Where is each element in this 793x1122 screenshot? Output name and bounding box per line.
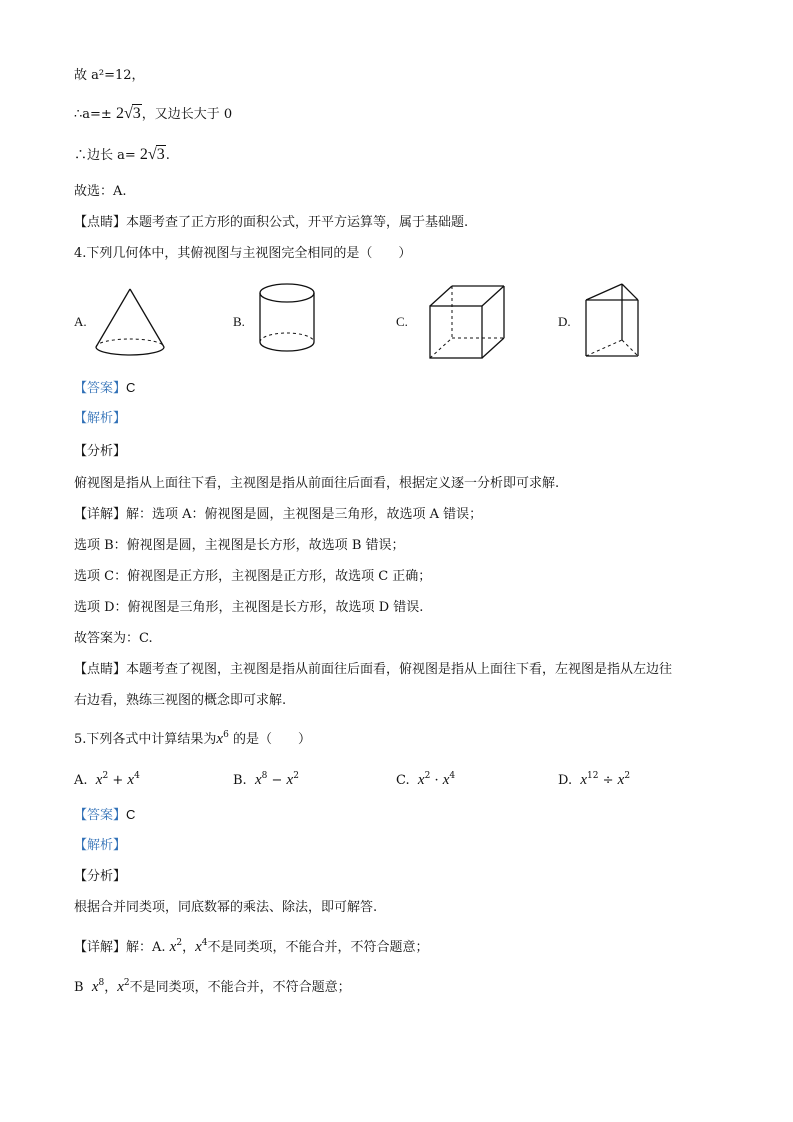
cone-figure [92, 285, 172, 365]
math-var: x [95, 772, 103, 788]
math-op: + [112, 773, 124, 788]
coefficient: 2 [115, 105, 124, 122]
option-c-label: C. [396, 314, 408, 329]
math-op: − [271, 773, 283, 788]
prism-top-left [586, 284, 622, 300]
cube-top-edge-2 [482, 286, 504, 306]
option-b-label: B. [233, 314, 245, 329]
note-line: 右边看，熟练三视图的概念即可求解. [74, 693, 287, 708]
option-label: C. [396, 773, 410, 788]
math-exp: 2 [424, 771, 431, 781]
line-text: ∴边长 a= [74, 148, 140, 163]
analysis-tag: 【解析】 [74, 838, 127, 853]
option-a-label: A. [74, 314, 87, 329]
math-exp: 8 [261, 771, 268, 781]
detail-text: 不是同类项，不能合并，不符合题意； [207, 940, 429, 955]
line-text: 故 a²=12， [74, 68, 145, 83]
cylinder-top [260, 284, 314, 302]
detail-sep: ， [104, 980, 118, 995]
cube-hidden-edge-3 [430, 338, 452, 358]
math-var: x [127, 772, 135, 788]
detail-line: 【详解】解：选项 A：俯视图是圆，主视图是三角形，故选项 A 错误； [74, 507, 483, 522]
fenxi-heading: 【分析】 [74, 869, 127, 884]
detail-line: 选项 C：俯视图是正方形，主视图是正方形，故选项 C 正确； [74, 569, 432, 584]
detail-sep: ， [182, 940, 196, 955]
math-var: x [442, 772, 450, 788]
prism-bottom-right-hidden [622, 340, 638, 356]
math-var: x [580, 772, 588, 788]
radicand: 3 [132, 105, 141, 122]
text-line: 【点睛】本题考查了正方形的面积公式，开平方运算等，属于基础题. [74, 215, 469, 230]
math-exp: 2 [176, 938, 183, 948]
sqrt-sign: √ [123, 105, 133, 122]
math-var: x [91, 979, 99, 995]
detail-line: 选项 D：俯视图是三角形，主视图是长方形，故选项 D 错误. [74, 600, 424, 615]
option-d [558, 771, 630, 790]
text-line [74, 67, 145, 85]
cylinder-base-back [260, 333, 314, 342]
stem-text: 的是（ ） [228, 732, 311, 747]
answer-line [74, 806, 135, 825]
fenxi-text: 俯视图是指从上面往下看，主视图是指从前面往后面看，根据定义逐一分析即可求解. [74, 476, 560, 491]
detail-line [74, 938, 429, 957]
detail-text: B [74, 980, 88, 995]
prism-bottom-left-hidden [586, 340, 622, 356]
cube-top-edge-1 [430, 286, 452, 306]
detail-text: 不是同类项，不能合并，不符合题意； [129, 980, 351, 995]
math-var: x [417, 772, 425, 788]
cylinder-figure [258, 282, 328, 362]
math-exp: 2 [293, 771, 299, 781]
math-exp: 4 [201, 938, 208, 948]
detail-line [74, 978, 351, 997]
option-label: D. [558, 773, 573, 788]
cone-right-edge [130, 289, 164, 347]
fenxi-text: 根据合并同类项，同底数幂的乘法、除法，即可解答. [74, 900, 378, 915]
prism-top-right [622, 284, 638, 300]
detail-line: 选项 B：俯视图是圆，主视图是长方形，故选项 B 错误； [74, 538, 405, 553]
answer-tag: 【答案】 [74, 808, 127, 823]
math-exp: 12 [587, 771, 599, 781]
math-exp: 4 [449, 771, 456, 781]
math-exp: 2 [624, 771, 631, 781]
analysis-tag: 【解析】 [74, 411, 127, 426]
cone-left-edge [96, 289, 130, 347]
math-exp: 2 [102, 771, 109, 781]
detail-text: 【详解】解：A. [74, 940, 170, 955]
answer-value: C [126, 380, 136, 395]
option-label: A. [74, 773, 88, 788]
math-var: x [286, 772, 294, 788]
fenxi-heading: 【分析】 [74, 444, 127, 459]
option-c [396, 771, 455, 790]
coefficient: 2 [139, 146, 148, 163]
option-label: B. [233, 773, 247, 788]
math-exp: 8 [98, 978, 105, 988]
cube-front-face [430, 306, 482, 358]
question-5-stem [74, 730, 311, 749]
sqrt-sign: √ [147, 146, 157, 163]
option-a [74, 771, 140, 790]
cone-base-back [96, 339, 164, 347]
math-var: x [216, 731, 224, 747]
line-text: ∴a=± [74, 107, 116, 122]
text-line [74, 104, 232, 124]
answer-value: C [126, 807, 136, 822]
option-d-label: D. [558, 314, 571, 329]
math-exp: 2 [123, 978, 130, 988]
answer-line [74, 379, 135, 398]
math-var: x [617, 772, 625, 788]
math-op: ÷ [602, 773, 614, 788]
math-exp: 4 [134, 771, 140, 781]
math-var: x [169, 939, 177, 955]
answer-tag: 【答案】 [74, 381, 127, 396]
cube-figure [428, 284, 518, 364]
radicand: 3 [156, 146, 165, 163]
line-text: . [165, 148, 170, 163]
math-var: x [254, 772, 262, 788]
math-op: · [434, 773, 439, 788]
conclusion-line: 故答案为：C. [74, 631, 153, 646]
stem-text: 5.下列各式中计算结果为 [74, 732, 217, 747]
math-exp: 6 [223, 730, 229, 740]
cube-bottom-right-edge [482, 338, 504, 358]
option-b [233, 771, 299, 790]
text-line [74, 145, 170, 165]
math-var: x [117, 979, 124, 995]
math-var: x [195, 939, 202, 955]
line-text: ，又边长大于 0 [141, 107, 233, 122]
prism-figure [582, 282, 652, 372]
text-line: 故选：A. [74, 184, 127, 199]
cylinder-base-front [260, 342, 314, 351]
cone-base-front [96, 347, 164, 355]
note-line: 【点睛】本题考查了视图，主视图是指从前面往后面看，俯视图是指从上面往下看，左视图是指从左边往 [74, 662, 673, 677]
question-4-stem: 4.下列几何体中，其俯视图与主视图完全相同的是（ ） [74, 246, 412, 261]
